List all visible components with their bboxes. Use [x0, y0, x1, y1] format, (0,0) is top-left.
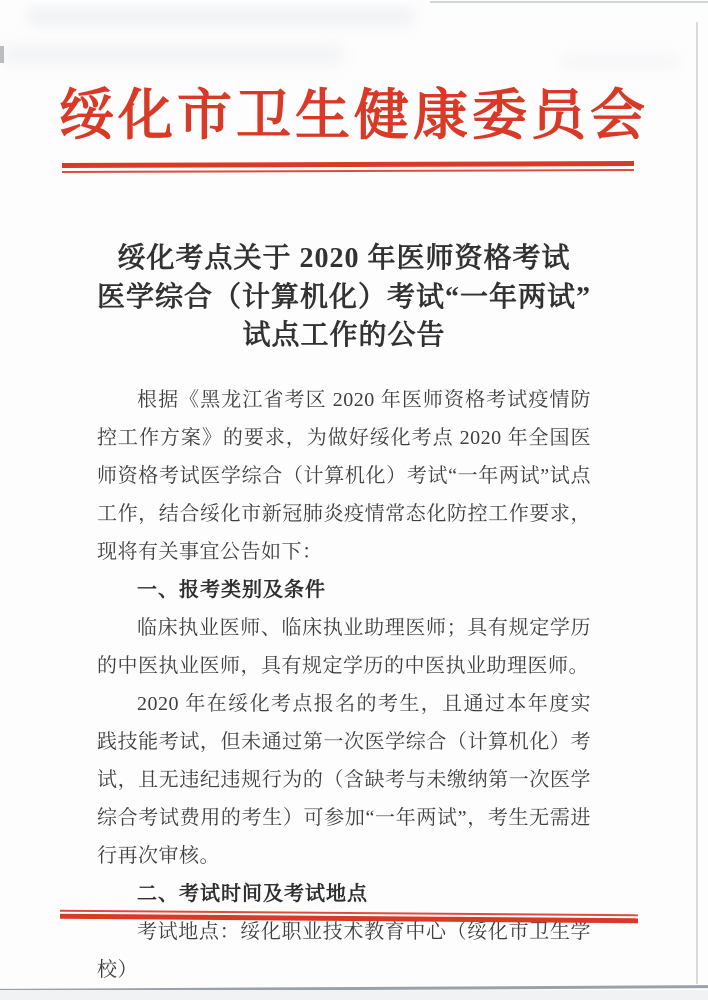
notice-title-line1: 绥化考点关于 2020 年医师资格考试 [117, 243, 571, 274]
section2-heading: 二、考试时间及考试地点 [137, 883, 368, 905]
scan-smudge [0, 44, 345, 66]
scan-background [0, 990, 708, 1000]
scan-artifact [0, 46, 4, 63]
page-right-edge [696, 22, 698, 984]
scan-smudge [560, 55, 680, 69]
notice-title-line2: 医学综合（计算机化）考试“一年两试” [97, 281, 592, 313]
section1-paragraph1: 临床执业医师、临床执业助理医师；具有规定学历的中医执业医师，具有规定学历的中医执业助理医师。 [97, 617, 591, 677]
section1-heading: 一、报考类别及条件 [137, 579, 326, 601]
notice-body [97, 381, 591, 989]
notice-title-line3: 试点工作的公告 [242, 320, 446, 351]
agency-title: 绥化市卫生健康委员会 [58, 85, 649, 146]
header-rule-thick [62, 161, 634, 168]
intro-paragraph: 根据《黑龙江省考区 2020 年医师资格考试疫情防控工作方案》的要求，为做好绥化考点 2020 年全国医师资格考试医学综合（计算机化）考试“一年两试”试点工作，结合绥化市新冠肺炎疫情常态化防控工作要求，现将有关事宜公告如下： [97, 389, 591, 563]
page-top-edge [430, 1, 708, 3]
section2-paragraph1: 考试地点：绥化职业技术教育中心（绥化市卫生学校） [97, 921, 591, 981]
notice-title [97, 240, 591, 356]
scan-smudge [26, 8, 416, 26]
header-rule-thin [62, 169, 634, 173]
section1-paragraph2: 2020 年在绥化考点报名的考生，且通过本年度实践技能考试，但未通过第一次医学综合（计算机化）考试，且无违纪违规行为的（含缺考与未缴纳第一次医学综合考试费用的考生）可参加“一年两试”，考生无需进行再次审核。 [97, 693, 591, 867]
